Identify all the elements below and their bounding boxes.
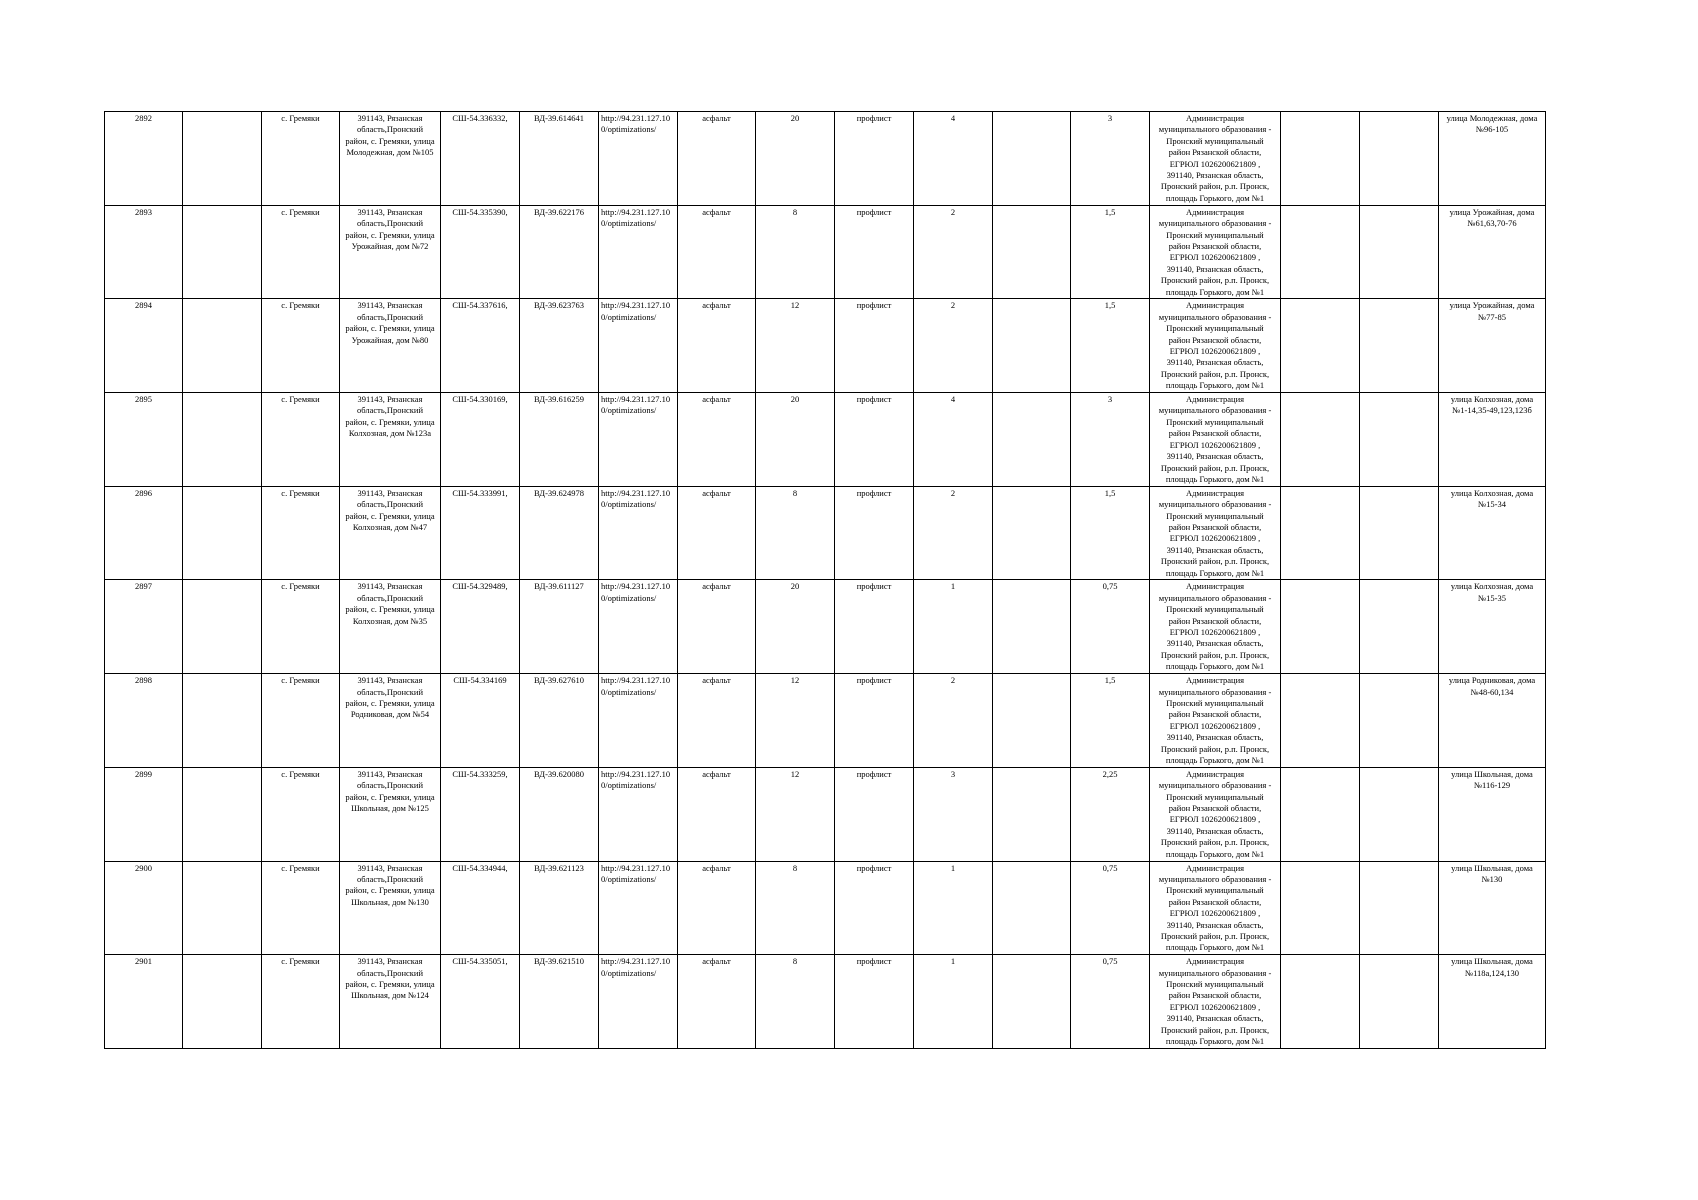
cell-address: 391143, Рязанская область,Пронский район, с. Гремяки, улица Колхозная, дом №47 bbox=[340, 486, 441, 580]
cell-latitude: СШ-54.336332, bbox=[441, 112, 520, 206]
cell-waste-sources: улица Школьная, дома №130 bbox=[1439, 861, 1546, 955]
cell-empty-4 bbox=[1360, 486, 1439, 580]
cell-container-volume: 0,75 bbox=[1071, 955, 1150, 1049]
cell-longitude: ВД-39.614641 bbox=[520, 112, 599, 206]
cell-container-volume: 2,25 bbox=[1071, 767, 1150, 861]
cell-empty-4 bbox=[1360, 861, 1439, 955]
cell-area: 8 bbox=[756, 486, 835, 580]
cell-fence: профлист bbox=[835, 674, 914, 768]
cell-longitude: ВД-39.623763 bbox=[520, 299, 599, 393]
cell-empty-1 bbox=[183, 299, 262, 393]
cell-longitude: ВД-39.624978 bbox=[520, 486, 599, 580]
cell-container-volume: 3 bbox=[1071, 112, 1150, 206]
cell-container-volume: 3 bbox=[1071, 393, 1150, 487]
cell-url: http://94.231.127.10 0/optimizations/ bbox=[599, 767, 678, 861]
cell-empty-3 bbox=[1281, 299, 1360, 393]
cell-empty-4 bbox=[1360, 580, 1439, 674]
cell-container-volume: 0,75 bbox=[1071, 580, 1150, 674]
cell-fence: профлист bbox=[835, 112, 914, 206]
cell-empty-4 bbox=[1360, 955, 1439, 1049]
cell-url: http://94.231.127.10 0/optimizations/ bbox=[599, 861, 678, 955]
cell-area: 20 bbox=[756, 580, 835, 674]
cell-empty-3 bbox=[1281, 486, 1360, 580]
cell-waste-sources: улица Урожайная, дома №61,63,70-76 bbox=[1439, 205, 1546, 299]
cell-url: http://94.231.127.10 0/optimizations/ bbox=[599, 674, 678, 768]
table-row bbox=[105, 955, 1546, 1049]
cell-number: 2896 bbox=[105, 486, 183, 580]
cell-empty-2 bbox=[993, 767, 1071, 861]
cell-owner: Администрация муниципального образования - Пронский муниципальный район Рязанской области, ЕГРЮЛ 1026200621809 , 391140, Рязанская область, Пронский район, р.п. Пронск, площадь Горького, дом №1 bbox=[1150, 486, 1281, 580]
cell-area: 8 bbox=[756, 205, 835, 299]
cell-owner: Администрация муниципального образования - Пронский муниципальный район Рязанской области, ЕГРЮЛ 1026200621809 , 391140, Рязанская область, Пронский район, р.п. Пронск, площадь Горького, дом №1 bbox=[1150, 112, 1281, 206]
cell-owner: Администрация муниципального образования - Пронский муниципальный район Рязанской области, ЕГРЮЛ 1026200621809 , 391140, Рязанская область, Пронский район, р.п. Пронск, площадь Горького, дом №1 bbox=[1150, 580, 1281, 674]
cell-address: 391143, Рязанская область,Пронский район, с. Гремяки, улица Молодежная, дом №105 bbox=[340, 112, 441, 206]
cell-address: 391143, Рязанская область,Пронский район, с. Гремяки, улица Родниковая, дом №54 bbox=[340, 674, 441, 768]
cell-fence: профлист bbox=[835, 861, 914, 955]
cell-container-count: 1 bbox=[914, 861, 993, 955]
cell-container-count: 3 bbox=[914, 767, 993, 861]
cell-empty-1 bbox=[183, 205, 262, 299]
cell-waste-sources: улица Урожайная, дома №77-85 bbox=[1439, 299, 1546, 393]
cell-container-count: 1 bbox=[914, 580, 993, 674]
cell-owner: Администрация муниципального образования - Пронский муниципальный район Рязанской области, ЕГРЮЛ 1026200621809 , 391140, Рязанская область, Пронский район, р.п. Пронск, площадь Горького, дом №1 bbox=[1150, 393, 1281, 487]
cell-area: 8 bbox=[756, 861, 835, 955]
cell-waste-sources: улица Школьная, дома №118а,124,130 bbox=[1439, 955, 1546, 1049]
cell-surface: асфальт bbox=[678, 205, 756, 299]
cell-settlement: с. Гремяки bbox=[262, 767, 340, 861]
cell-area: 20 bbox=[756, 112, 835, 206]
cell-address: 391143, Рязанская область,Пронский район, с. Гремяки, улица Школьная, дом №124 bbox=[340, 955, 441, 1049]
cell-longitude: ВД-39.620080 bbox=[520, 767, 599, 861]
cell-container-count: 1 bbox=[914, 955, 993, 1049]
cell-empty-3 bbox=[1281, 955, 1360, 1049]
cell-area: 20 bbox=[756, 393, 835, 487]
cell-fence: профлист bbox=[835, 205, 914, 299]
table-row bbox=[105, 674, 1546, 768]
cell-container-count: 2 bbox=[914, 486, 993, 580]
cell-latitude: СШ-54.334169 bbox=[441, 674, 520, 768]
table-row bbox=[105, 299, 1546, 393]
cell-surface: асфальт bbox=[678, 861, 756, 955]
cell-waste-sources: улица Колхозная, дома №15-35 bbox=[1439, 580, 1546, 674]
cell-empty-4 bbox=[1360, 393, 1439, 487]
cell-empty-1 bbox=[183, 861, 262, 955]
cell-owner: Администрация муниципального образования - Пронский муниципальный район Рязанской области, ЕГРЮЛ 1026200621809 , 391140, Рязанская область, Пронский район, р.п. Пронск, площадь Горького, дом №1 bbox=[1150, 861, 1281, 955]
cell-surface: асфальт bbox=[678, 393, 756, 487]
cell-empty-3 bbox=[1281, 205, 1360, 299]
cell-number: 2900 bbox=[105, 861, 183, 955]
cell-surface: асфальт bbox=[678, 674, 756, 768]
cell-empty-3 bbox=[1281, 393, 1360, 487]
cell-empty-1 bbox=[183, 393, 262, 487]
table-row bbox=[105, 486, 1546, 580]
cell-empty-3 bbox=[1281, 861, 1360, 955]
cell-empty-1 bbox=[183, 674, 262, 768]
cell-longitude: ВД-39.611127 bbox=[520, 580, 599, 674]
cell-empty-2 bbox=[993, 393, 1071, 487]
cell-latitude: СШ-54.333991, bbox=[441, 486, 520, 580]
cell-owner: Администрация муниципального образования - Пронский муниципальный район Рязанской области, ЕГРЮЛ 1026200621809 , 391140, Рязанская область, Пронский район, р.п. Пронск, площадь Горького, дом №1 bbox=[1150, 955, 1281, 1049]
cell-waste-sources: улица Школьная, дома №116-129 bbox=[1439, 767, 1546, 861]
cell-empty-2 bbox=[993, 674, 1071, 768]
cell-container-volume: 1,5 bbox=[1071, 674, 1150, 768]
cell-latitude: СШ-54.335390, bbox=[441, 205, 520, 299]
cell-url: http://94.231.127.10 0/optimizations/ bbox=[599, 486, 678, 580]
cell-empty-2 bbox=[993, 861, 1071, 955]
cell-owner: Администрация муниципального образования - Пронский муниципальный район Рязанской области, ЕГРЮЛ 1026200621809 , 391140, Рязанская область, Пронский район, р.п. Пронск, площадь Горького, дом №1 bbox=[1150, 205, 1281, 299]
cell-surface: асфальт bbox=[678, 486, 756, 580]
cell-surface: асфальт bbox=[678, 112, 756, 206]
cell-address: 391143, Рязанская область,Пронский район, с. Гремяки, улица Колхозная, дом №35 bbox=[340, 580, 441, 674]
cell-empty-2 bbox=[993, 299, 1071, 393]
cell-latitude: СШ-54.330169, bbox=[441, 393, 520, 487]
cell-waste-sources: улица Молодежная, дома №96-105 bbox=[1439, 112, 1546, 206]
cell-surface: асфальт bbox=[678, 767, 756, 861]
cell-address: 391143, Рязанская область,Пронский район, с. Гремяки, улица Школьная, дом №125 bbox=[340, 767, 441, 861]
cell-owner: Администрация муниципального образования - Пронский муниципальный район Рязанской области, ЕГРЮЛ 1026200621809 , 391140, Рязанская область, Пронский район, р.п. Пронск, площадь Горького, дом №1 bbox=[1150, 767, 1281, 861]
cell-longitude: ВД-39.616259 bbox=[520, 393, 599, 487]
cell-empty-1 bbox=[183, 486, 262, 580]
cell-number: 2894 bbox=[105, 299, 183, 393]
cell-fence: профлист bbox=[835, 299, 914, 393]
table-row bbox=[105, 112, 1546, 206]
cell-longitude: ВД-39.621123 bbox=[520, 861, 599, 955]
cell-url: http://94.231.127.10 0/optimizations/ bbox=[599, 393, 678, 487]
cell-settlement: с. Гремяки bbox=[262, 955, 340, 1049]
cell-empty-3 bbox=[1281, 112, 1360, 206]
cell-empty-1 bbox=[183, 767, 262, 861]
cell-url: http://94.231.127.10 0/optimizations/ bbox=[599, 955, 678, 1049]
cell-address: 391143, Рязанская область,Пронский район, с. Гремяки, улица Колхозная, дом №123а bbox=[340, 393, 441, 487]
cell-empty-1 bbox=[183, 580, 262, 674]
cell-url: http://94.231.127.10 0/optimizations/ bbox=[599, 205, 678, 299]
cell-latitude: СШ-54.334944, bbox=[441, 861, 520, 955]
cell-address: 391143, Рязанская область,Пронский район, с. Гремяки, улица Урожайная, дом №72 bbox=[340, 205, 441, 299]
cell-fence: профлист bbox=[835, 486, 914, 580]
cell-area: 8 bbox=[756, 955, 835, 1049]
cell-container-volume: 1,5 bbox=[1071, 486, 1150, 580]
cell-longitude: ВД-39.622176 bbox=[520, 205, 599, 299]
cell-latitude: СШ-54.337616, bbox=[441, 299, 520, 393]
cell-empty-3 bbox=[1281, 580, 1360, 674]
cell-waste-sources: улица Колхозная, дома №15-34 bbox=[1439, 486, 1546, 580]
table-row bbox=[105, 393, 1546, 487]
cell-fence: профлист bbox=[835, 393, 914, 487]
cell-container-volume: 1,5 bbox=[1071, 205, 1150, 299]
cell-area: 12 bbox=[756, 674, 835, 768]
cell-settlement: с. Гремяки bbox=[262, 112, 340, 206]
cell-empty-2 bbox=[993, 580, 1071, 674]
cell-container-count: 4 bbox=[914, 112, 993, 206]
cell-fence: профлист bbox=[835, 955, 914, 1049]
cell-container-count: 2 bbox=[914, 299, 993, 393]
cell-empty-3 bbox=[1281, 767, 1360, 861]
cell-empty-4 bbox=[1360, 205, 1439, 299]
cell-settlement: с. Гремяки bbox=[262, 674, 340, 768]
cell-container-count: 4 bbox=[914, 393, 993, 487]
cell-surface: асфальт bbox=[678, 955, 756, 1049]
table-row bbox=[105, 861, 1546, 955]
cell-container-count: 2 bbox=[914, 205, 993, 299]
cell-address: 391143, Рязанская область,Пронский район, с. Гремяки, улица Школьная, дом №130 bbox=[340, 861, 441, 955]
cell-container-volume: 0,75 bbox=[1071, 861, 1150, 955]
cell-owner: Администрация муниципального образования - Пронский муниципальный район Рязанской области, ЕГРЮЛ 1026200621809 , 391140, Рязанская область, Пронский район, р.п. Пронск, площадь Горького, дом №1 bbox=[1150, 299, 1281, 393]
cell-area: 12 bbox=[756, 767, 835, 861]
cell-settlement: с. Гремяки bbox=[262, 393, 340, 487]
cell-container-volume: 1,5 bbox=[1071, 299, 1150, 393]
cell-surface: асфальт bbox=[678, 580, 756, 674]
cell-empty-4 bbox=[1360, 674, 1439, 768]
cell-settlement: с. Гремяки bbox=[262, 580, 340, 674]
cell-empty-2 bbox=[993, 955, 1071, 1049]
cell-empty-1 bbox=[183, 955, 262, 1049]
cell-latitude: СШ-54.329489, bbox=[441, 580, 520, 674]
cell-url: http://94.231.127.10 0/optimizations/ bbox=[599, 112, 678, 206]
cell-longitude: ВД-39.621510 bbox=[520, 955, 599, 1049]
cell-empty-2 bbox=[993, 112, 1071, 206]
cell-empty-4 bbox=[1360, 112, 1439, 206]
cell-url: http://94.231.127.10 0/optimizations/ bbox=[599, 299, 678, 393]
table-row bbox=[105, 767, 1546, 861]
cell-settlement: с. Гремяки bbox=[262, 861, 340, 955]
cell-url: http://94.231.127.10 0/optimizations/ bbox=[599, 580, 678, 674]
cell-container-count: 2 bbox=[914, 674, 993, 768]
cell-fence: профлист bbox=[835, 580, 914, 674]
cell-waste-sources: улица Колхозная, дома №1-14,35-49,123,123б bbox=[1439, 393, 1546, 487]
cell-longitude: ВД-39.627610 bbox=[520, 674, 599, 768]
cell-empty-3 bbox=[1281, 674, 1360, 768]
cell-number: 2898 bbox=[105, 674, 183, 768]
cell-empty-4 bbox=[1360, 767, 1439, 861]
cell-surface: асфальт bbox=[678, 299, 756, 393]
cell-owner: Администрация муниципального образования - Пронский муниципальный район Рязанской области, ЕГРЮЛ 1026200621809 , 391140, Рязанская область, Пронский район, р.п. Пронск, площадь Горького, дом №1 bbox=[1150, 674, 1281, 768]
cell-empty-2 bbox=[993, 486, 1071, 580]
cell-number: 2897 bbox=[105, 580, 183, 674]
cell-number: 2892 bbox=[105, 112, 183, 206]
cell-latitude: СШ-54.335051, bbox=[441, 955, 520, 1049]
cell-empty-4 bbox=[1360, 299, 1439, 393]
cell-area: 12 bbox=[756, 299, 835, 393]
cell-number: 2901 bbox=[105, 955, 183, 1049]
cell-fence: профлист bbox=[835, 767, 914, 861]
cell-number: 2895 bbox=[105, 393, 183, 487]
waste-sites-table bbox=[104, 111, 1546, 1049]
cell-settlement: с. Гремяки bbox=[262, 486, 340, 580]
cell-waste-sources: улица Родниковая, дома №48-60,134 bbox=[1439, 674, 1546, 768]
cell-settlement: с. Гремяки bbox=[262, 205, 340, 299]
cell-empty-1 bbox=[183, 112, 262, 206]
cell-latitude: СШ-54.333259, bbox=[441, 767, 520, 861]
cell-address: 391143, Рязанская область,Пронский район, с. Гремяки, улица Урожайная, дом №80 bbox=[340, 299, 441, 393]
table-row bbox=[105, 580, 1546, 674]
table-row bbox=[105, 205, 1546, 299]
cell-number: 2899 bbox=[105, 767, 183, 861]
cell-settlement: с. Гремяки bbox=[262, 299, 340, 393]
cell-number: 2893 bbox=[105, 205, 183, 299]
cell-empty-2 bbox=[993, 205, 1071, 299]
